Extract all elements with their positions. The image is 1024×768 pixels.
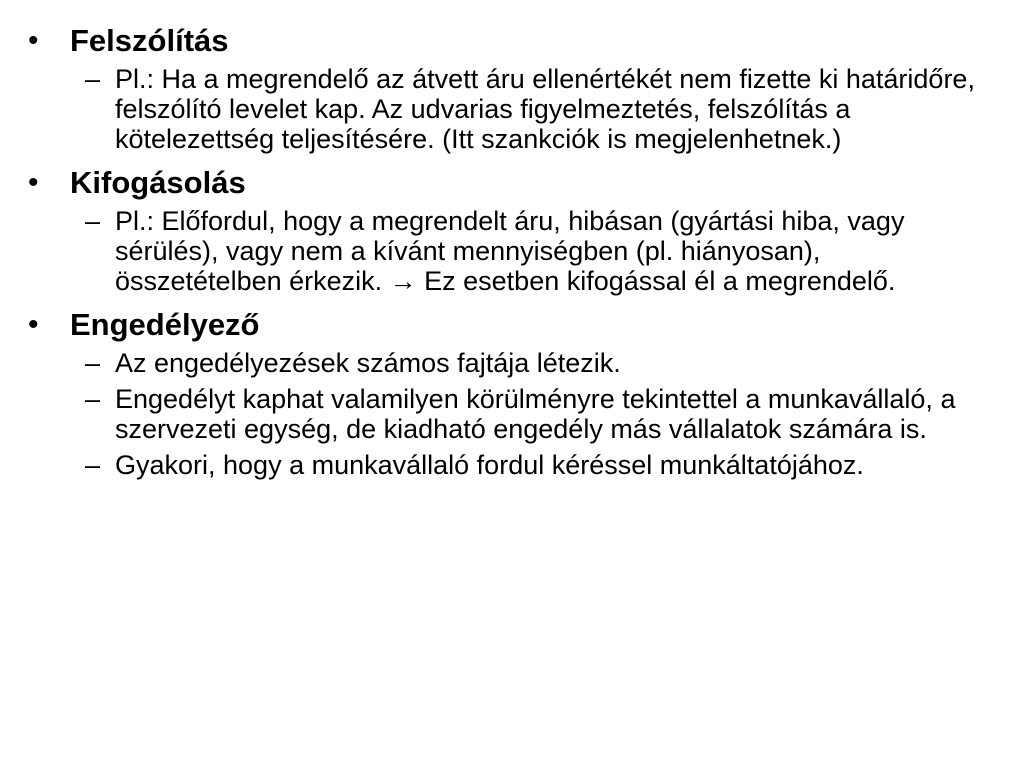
bullet-felszolitas bbox=[28, 22, 988, 154]
subitem bbox=[70, 64, 988, 154]
subitem bbox=[70, 206, 988, 296]
subitem-text: Engedélyt kaphat valamilyen körülményre tekintettel a munkavállaló, a szervezeti egység, de kiadható engedély más vállalatok számára is. bbox=[115, 384, 956, 444]
bullet-list bbox=[28, 22, 988, 490]
subitem-text: Pl.: Előfordul, hogy a megrendelt áru, hibásan (gyártási hiba, vagy sérülés), vagy nem a kívánt mennyiségben (pl. hiányosan), összetételben érkezik. → Ez esetben kifogással él a megrendelő. bbox=[115, 206, 905, 296]
bullet-kifogasolas bbox=[28, 164, 988, 296]
dash-mark: – bbox=[85, 348, 101, 378]
subitem-text: Az engedélyezések számos fajtája létezik. bbox=[115, 348, 621, 378]
subitem-list bbox=[70, 348, 988, 480]
subitem-text: Pl.: Ha a megrendelő az átvett áru ellenértékét nem fizette ki határidőre, felszólító levelet kap. Az udvarias figyelmeztetés, felszólítás a kötelezettség teljesítésére. (Itt szankciók is megjelenhetnek.) bbox=[115, 64, 975, 154]
subitem-text: Gyakori, hogy a munkavállaló fordul kéréssel munkáltatójához. bbox=[115, 450, 864, 480]
dash-mark: – bbox=[85, 450, 101, 480]
bullet-mark: • bbox=[28, 166, 39, 199]
bullet-engedelyezo bbox=[28, 306, 988, 480]
bullet-heading: Felszólítás bbox=[70, 23, 229, 58]
subitem bbox=[70, 348, 988, 378]
dash-mark: – bbox=[85, 64, 101, 94]
bullet-mark: • bbox=[28, 308, 39, 341]
subitem bbox=[70, 384, 988, 444]
dash-mark: – bbox=[85, 384, 101, 414]
dash-mark: – bbox=[85, 206, 101, 236]
subitem-list bbox=[70, 64, 988, 154]
bullet-heading: Engedélyező bbox=[70, 307, 260, 342]
bullet-mark: • bbox=[28, 24, 39, 57]
subitem-list bbox=[70, 206, 988, 296]
subitem bbox=[70, 450, 988, 480]
bullet-heading: Kifogásolás bbox=[70, 165, 246, 200]
